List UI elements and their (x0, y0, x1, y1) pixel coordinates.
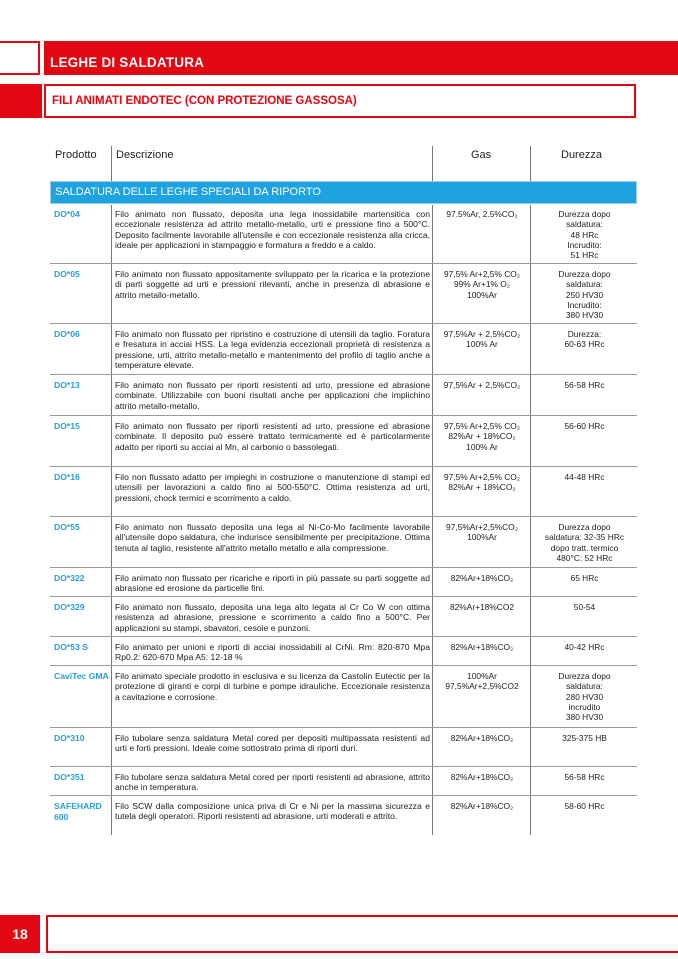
product-description: Filo tubolare senza saldatura Metal cored per depositi multipassata resistenti ad urti e forti pressioni. Ideale come sottostrato prima di riporti duri. (115, 733, 430, 754)
product-hardness: Durezza dopo saldatura: 250 HV30 Incrudito: 380 HV30 (558, 269, 611, 321)
product-code: DO*16 (54, 472, 80, 482)
column-header-description: Descrizione (116, 149, 174, 161)
product-hardness: 50-54 (573, 602, 596, 612)
subheader-left-fill (0, 84, 42, 118)
row-separator (50, 374, 637, 375)
footer-box (46, 915, 678, 953)
product-gas: 82%Ar+18%CO₂ (450, 772, 514, 782)
product-code: DO*310 (54, 733, 85, 743)
product-description: Filo animato per unioni e riporti di acciai inossidabili al CrNi. Rm: 820-870 Mpa Rp0.2: 620-670 Mpa A5: 12-18 % (115, 642, 430, 663)
row-separator (50, 636, 637, 637)
product-hardness: 56-60 HRc (564, 421, 605, 431)
row-separator (50, 323, 637, 324)
page-number: 18 (0, 915, 40, 953)
product-gas: 82%Ar+18%CO₂ (450, 733, 514, 743)
product-code: DO*15 (54, 421, 80, 431)
product-code: DO*322 (54, 573, 85, 583)
product-gas: 82%Ar+18%CO₂ (450, 801, 514, 811)
page-title: LEGHE DI SALDATURA (50, 55, 205, 70)
product-description: Filo animato non flussato, deposita una lega alto legata al Cr Co W con ottima resistenza ad abrasione, pressione e scorrimento a caldo fino a 500°C. Per applicazioni su stampi, sbavatori, cesoie e punzoni. (115, 602, 430, 633)
product-description: Filo animato non flussato per ricariche e riporti in più passate su parti soggette ad abrasione ed erosione da particelle fini. (115, 573, 430, 594)
row-separator (50, 727, 637, 728)
row-separator (50, 415, 637, 416)
product-description: Filo animato non flussato appositamente sviluppato per la ricarica e la protezione di parti soggette ad urti e pressioni rilevanti, anche in presenza di abrasione e attrito metallo-metallo. (115, 269, 430, 300)
product-gas: 82%Ar+18%CO₂ (450, 642, 514, 652)
product-gas: 97,5%Ar + 2,5%CO₂ 100% Ar (443, 329, 521, 350)
product-code: DO*05 (54, 269, 80, 279)
product-gas: 100%Ar 97,5%Ar+2,5%CO2 (445, 671, 519, 692)
product-code: DO*06 (54, 329, 80, 339)
product-code: DO*55 (54, 522, 80, 532)
product-hardness: 40-42 HRc (564, 642, 605, 652)
column-divider (432, 146, 433, 181)
product-description: Filo animato non flussato, deposita una lega inossidabile martensitica con eccezionale resistenza ad attrito metallo-metallo, urti e pressione fino a 500°C. Deposito facilmente lavorabile all'utensile e con eccezionale resistenza alla cricca, ideale per applicazioni in stampaggio e formatura a freddo e a caldo. (115, 209, 430, 250)
product-gas: 97.5%Ar, 2.5%CO₂ (446, 209, 518, 219)
product-description: Filo animato speciale prodotto in esclusiva e su licenza da Castolin Eutectic per la protezione di giranti e corpi di turbine e pompe idrauliche. Eccezionale resistenza a cavitazione e corrosione. (115, 671, 430, 702)
product-gas: 97,5%Ar + 2,5%CO₂ (443, 380, 521, 390)
product-description: Filo animato non flussato per riporti resistenti ad urto, pressione ed abrasione combinate. Utilizzabile con buoni risultati anche per applicazioni che implichino attrito metallo-metallo. (115, 380, 430, 411)
row-separator (50, 766, 637, 767)
row-separator (50, 567, 637, 568)
column-header-gas: Gas (471, 149, 492, 161)
product-hardness: 58-60 HRc (564, 801, 605, 811)
product-code: DO*53 S (54, 642, 88, 652)
section-band: SALDATURA DELLE LEGHE SPECIALI DA RIPORTO (50, 182, 637, 203)
product-hardness: Durezza: 60-63 HRc (564, 329, 605, 350)
column-header-hardness: Durezza (561, 149, 602, 161)
product-gas: 82%Ar+18%CO₂ (450, 573, 514, 583)
row-separator (50, 263, 637, 264)
product-gas: 97,5% Ar+2,5% CO₂ 99% Ar+1% O₂ 100%Ar (443, 269, 521, 300)
product-code: DO*13 (54, 380, 80, 390)
header-left-box (0, 41, 40, 75)
product-gas: 97,5% Ar+2,5% CO₂ 82%Ar + 18%CO₂ 100% Ar (443, 421, 521, 452)
row-separator (50, 466, 637, 467)
product-gas: 97,5% Ar+2,5% CO₂ 82%Ar + 18%CO₂ (443, 472, 521, 493)
product-description: Filo non flussato adatto per impieghi in costruzione o manutenzione di stampi ed utensili per lavorazioni a caldo fino ai 500-550°C. Ottima resistenza ad urti, pressioni, chock termici e scorrimento a caldo. (115, 472, 430, 503)
column-divider (111, 146, 112, 181)
product-code: DO*329 (54, 602, 85, 612)
product-description: Filo animato non flussato per riporti resistenti ad urto, pressione ed abrasione combinate. Il deposito può essere trattato termicamente ed è particolarmente adatto per riporti su acciai al Mn, al carbonio o bassolegati. (115, 421, 430, 452)
row-separator (50, 795, 637, 796)
product-gas: 97,5%Ar+2,5%CO₂ 100%Ar (446, 522, 518, 543)
product-hardness: 65 HRc (570, 573, 599, 583)
column-header-product: Prodotto (55, 149, 97, 161)
product-hardness: Durezza dopo saldatura: 48 HRc Incrudito: 51 HRc (558, 209, 611, 261)
product-hardness: Durezza dopo saldatura: 280 HV30 incrudito 380 HV30 (558, 671, 611, 723)
row-separator (50, 516, 637, 517)
product-hardness: 44-48 HRc (564, 472, 605, 482)
row-separator (50, 596, 637, 597)
product-code: DO*04 (54, 209, 80, 219)
product-description: Filo SCW dalla composizione unica priva di Cr e Ni per la massima sicurezza e tutela degli operatori. Riporti resistenti ad abrasione, urti moderati e attrito. (115, 801, 430, 822)
section-subtitle: FILI ANIMATI ENDOTEC (CON PROTEZIONE GASSOSA) (52, 95, 357, 107)
product-code: CaviTec GMA (54, 671, 109, 681)
column-divider (111, 205, 112, 835)
column-divider (530, 146, 531, 181)
product-hardness: Durezza dopo saldatura: 32-35 HRc dopo tratt. termico 480°C: 52 HRc (544, 522, 625, 563)
product-hardness: 325-375 HB (562, 733, 607, 743)
product-description: Filo animato non flussato deposita una lega al Ni-Co-Mo facilmente lavorabile all'utensile dopo saldatura, che indurisce sensibilmente per precipitazione. Ottima tenuta al taglio, resistente all'attrito metallo metallo e alla compressione. (115, 522, 430, 553)
product-code: SAFEHARD 600 (54, 801, 102, 822)
product-description: Filo tubolare senza saldatura Metal cored per riporti resistenti ad abrasione, attrito anche in temperatura. (115, 772, 430, 793)
product-description: Filo animato non flussato per ripristino e costruzione di utensili da taglio. Foratura e fresatura in acciai HSS. La lega evidenzia eccezionali proprietà di resistenza a pressione, urti, attrito metallo-metallo e mantenimento del profilo di taglio anche a temperature elevate. (115, 329, 430, 370)
row-separator (50, 665, 637, 666)
product-code: DO*351 (54, 772, 85, 782)
product-hardness: 56-58 HRc (564, 772, 605, 782)
product-hardness: 56-58 HRc (564, 380, 605, 390)
product-gas: 82%Ar+18%CO2 (449, 602, 514, 612)
